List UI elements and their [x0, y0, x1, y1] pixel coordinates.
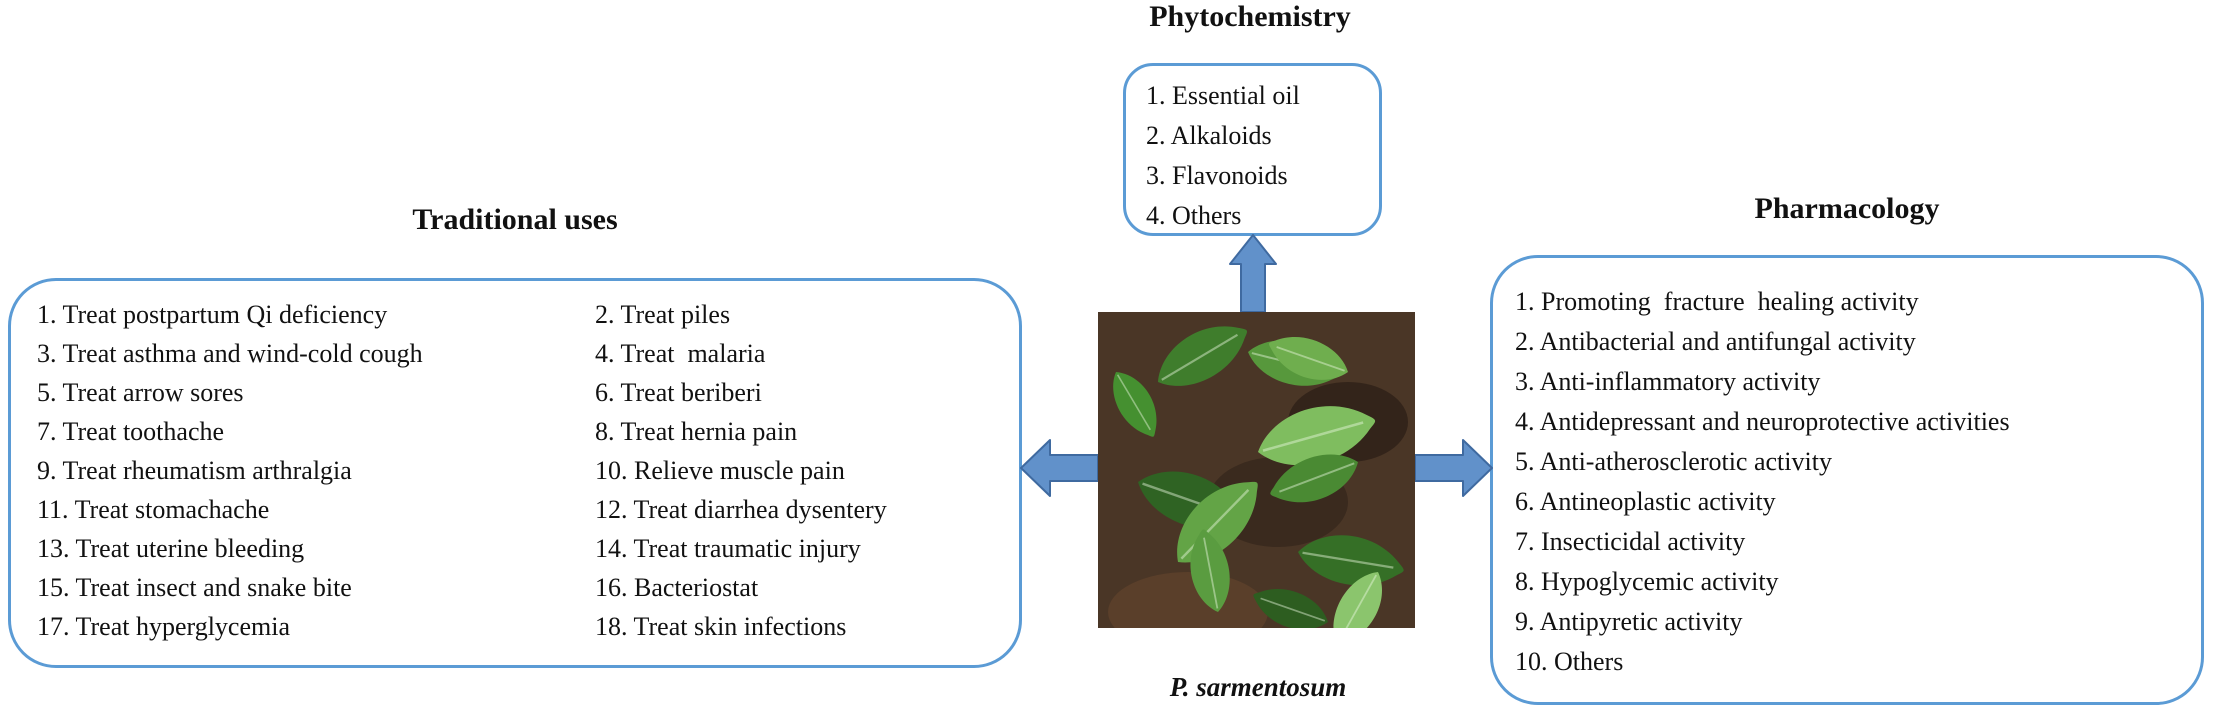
list-item: 12. Treat diarrhea dysentery [595, 495, 887, 524]
list-item: 7. Treat toothache [37, 417, 225, 446]
pharmacology-box [1490, 255, 2204, 705]
list-item: 13. Treat uterine bleeding [37, 534, 305, 563]
list-item: 2. Alkaloids [1146, 121, 1272, 150]
list-item: 4. Antidepressant and neuroprotective activities [1515, 407, 2010, 436]
list-item: 16. Bacteriostat [595, 573, 759, 602]
list-item: 18. Treat skin infections [595, 612, 847, 641]
list-item: 7. Insecticidal activity [1515, 527, 1746, 556]
list-item: 3. Flavonoids [1146, 161, 1288, 190]
traditional-uses-box [8, 278, 1022, 668]
list-item: 1. Promoting fracture healing activity [1515, 287, 1919, 316]
list-item: 6. Treat beriberi [595, 378, 762, 407]
traditional-uses-column-2 [595, 295, 1013, 646]
list-item: 3. Anti-inflammatory activity [1515, 367, 1821, 396]
list-item: 8. Hypoglycemic activity [1515, 567, 1779, 596]
arrow-up-icon [1229, 234, 1277, 313]
list-item: 14. Treat traumatic injury [595, 534, 861, 563]
list-item: 4. Others [1146, 201, 1242, 230]
list-item: 5. Anti-atherosclerotic activity [1515, 447, 1832, 476]
list-item: 11. Treat stomachache [37, 495, 270, 524]
phytochemistry-title: Phytochemistry [1149, 0, 1351, 33]
list-item: 17. Treat hyperglycemia [37, 612, 290, 641]
traditional-uses-column-1 [37, 295, 595, 646]
list-item: 10. Relieve muscle pain [595, 456, 845, 485]
list-item: 2. Antibacterial and antifungal activity [1515, 327, 1916, 356]
pharmacology-title: Pharmacology [1754, 192, 1940, 225]
list-item: 10. Others [1515, 647, 1624, 676]
list-item: 9. Treat rheumatism arthralgia [37, 456, 352, 485]
list-item: 9. Antipyretic activity [1515, 607, 1743, 636]
plant-caption: P. sarmentosum [1169, 672, 1347, 702]
list-item: 3. Treat asthma and wind-cold cough [37, 339, 423, 368]
list-item: 8. Treat hernia pain [595, 417, 798, 446]
arrow-right-icon [1414, 438, 1493, 498]
arrow-left-icon [1020, 438, 1099, 498]
list-item: 4. Treat malaria [595, 339, 766, 368]
list-item: 5. Treat arrow sores [37, 378, 244, 407]
list-item: 2. Treat piles [595, 300, 731, 329]
list-item: 1. Treat postpartum Qi deficiency [37, 300, 388, 329]
phytochemistry-box [1123, 63, 1382, 236]
list-item: 15. Treat insect and snake bite [37, 573, 352, 602]
list-item: 1. Essential oil [1146, 81, 1300, 110]
traditional-uses-title: Traditional uses [412, 203, 618, 236]
list-item: 6. Antineoplastic activity [1515, 487, 1776, 516]
plant-photo [1098, 312, 1415, 628]
